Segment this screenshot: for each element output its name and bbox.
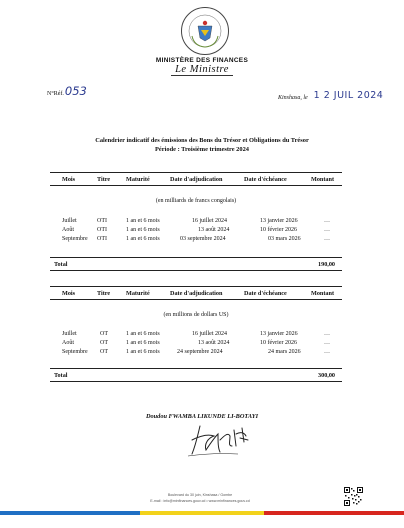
cell-mois: Juillet: [62, 331, 77, 337]
cell-titre: OTI: [97, 218, 107, 224]
band-yellow: [140, 511, 264, 515]
table-row: [50, 340, 342, 349]
table-row: [50, 349, 342, 358]
cell-titre: OT: [100, 340, 108, 346]
col-header-titre: Titre: [97, 176, 111, 183]
cell-titre: OT: [100, 331, 108, 337]
table-total-row: [50, 257, 342, 271]
handwritten-signature: [178, 420, 258, 460]
footer-contact: E-mail : info@minfinances.gouv.cd • www.minfinances.gouv.cd: [150, 499, 250, 503]
office-title: Le Ministre: [171, 64, 233, 76]
cell-maturite: 1 an et 6 mois: [126, 331, 160, 337]
table-header-row: [50, 172, 342, 186]
table-row: [50, 227, 342, 236]
cell-adjudication: 13 août 2024: [198, 340, 230, 346]
title-line-2: Période : Troisième trimestre 2024: [155, 145, 249, 153]
schedule-table-cdf: [50, 172, 342, 268]
dateline: [278, 91, 383, 101]
cell-mois: Septembre: [62, 349, 88, 355]
flag-color-band: [0, 511, 404, 515]
cell-maturite: 1 an et 6 mois: [126, 340, 160, 346]
cell-montant: …: [324, 340, 330, 346]
cell-mois: Août: [62, 227, 74, 233]
total-label: Total: [54, 261, 68, 268]
table-row: [50, 331, 342, 340]
republic-seal-emblem: [180, 6, 230, 56]
cell-echeance: 24 mars 2026: [268, 349, 301, 355]
table-header-row: [50, 286, 342, 300]
qr-code: [344, 487, 363, 506]
cell-titre: OTI: [97, 227, 107, 233]
col-header-montant: Montant: [311, 176, 335, 183]
col-header-echeance: Date d'échéance: [244, 290, 287, 297]
total-value: 190,00: [318, 261, 336, 268]
col-header-maturite: Maturité: [126, 290, 150, 297]
band-red: [264, 511, 404, 515]
table-unit-note: (en milliards de francs congolais): [155, 198, 237, 204]
cell-adjudication: 16 juillet 2024: [192, 218, 227, 224]
col-header-mois: Mois: [62, 176, 76, 183]
cell-montant: …: [324, 331, 330, 337]
total-label: Total: [54, 372, 68, 379]
cell-montant: …: [324, 227, 330, 233]
col-header-adjudication: Date d'adjudication: [170, 290, 223, 297]
cell-montant: …: [324, 218, 330, 224]
reference-number: [47, 86, 87, 97]
cell-adjudication: 16 juillet 2024: [192, 331, 227, 337]
cell-montant: …: [324, 349, 330, 355]
table-row: [50, 218, 342, 227]
cell-montant: …: [324, 236, 330, 242]
cell-maturite: 1 an et 6 mois: [126, 218, 160, 224]
col-header-adjudication: Date d'adjudication: [170, 176, 223, 183]
dateline-place: Kinshasa, le: [278, 95, 308, 101]
cell-adjudication: 03 septembre 2024: [180, 236, 226, 242]
col-header-mois: Mois: [62, 290, 76, 297]
cell-echeance: 10 février 2026: [260, 340, 297, 346]
col-header-montant: Montant: [311, 290, 335, 297]
table-row: [50, 236, 342, 245]
total-value: 300,00: [318, 372, 336, 379]
cell-echeance: 13 janvier 2026: [260, 218, 298, 224]
table-unit-note: (en millions de dollars US): [163, 312, 229, 318]
reference-handwritten-number: 053: [64, 84, 87, 98]
cell-adjudication: 24 septembre 2024: [177, 349, 223, 355]
reference-prefix: N°Réf.: [47, 91, 64, 97]
ministry-name: MINISTÈRE DES FINANCES: [155, 57, 249, 64]
cell-maturite: 1 an et 6 mois: [126, 349, 160, 355]
col-header-echeance: Date d'échéance: [244, 176, 287, 183]
cell-maturite: 1 an et 6 mois: [126, 236, 160, 242]
cell-mois: Août: [62, 340, 74, 346]
col-header-maturite: Maturité: [126, 176, 150, 183]
cell-mois: Septembre: [62, 236, 88, 242]
dateline-stamped-date: 1 2 JUIL 2024: [313, 90, 384, 101]
band-blue: [0, 511, 140, 515]
schedule-table-usd: [50, 286, 342, 379]
cell-titre: OTI: [97, 236, 107, 242]
table-total-row: [50, 368, 342, 382]
footer-address: Boulevard du 30 juin, Kinshasa / Gombe: [167, 493, 233, 497]
cell-adjudication: 13 août 2024: [198, 227, 230, 233]
signer-name: Doudou FWAMBA LIKUNDE LI-BOTAYI: [145, 413, 259, 420]
document-title: [0, 137, 404, 154]
cell-echeance: 10 février 2026: [260, 227, 297, 233]
title-line-1: Calendrier indicatif des émissions des Bons du Trésor et Obligations du Trésor: [95, 137, 309, 144]
cell-echeance: 03 mars 2026: [268, 236, 301, 242]
cell-mois: Juillet: [62, 218, 77, 224]
cell-titre: OT: [100, 349, 108, 355]
cell-maturite: 1 an et 6 mois: [126, 227, 160, 233]
cell-echeance: 13 janvier 2026: [260, 331, 298, 337]
col-header-titre: Titre: [97, 290, 111, 297]
